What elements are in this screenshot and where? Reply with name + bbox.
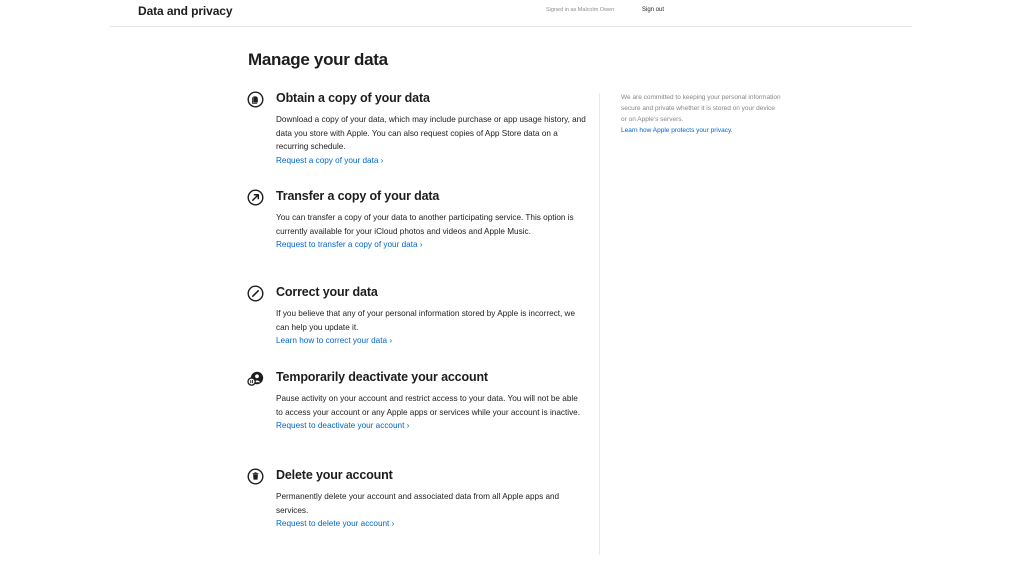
signed-in-text: Signed in as Malcolm Owen [546,7,615,13]
section-description: Download a copy of your data, which may include purchase or app usage history, and data you store with Apple. You can also request copies of App Store data on a recurring schedule. [276,115,586,151]
aside-text: We are committed to keeping your personal information secure and private whether it is stored on your device or on Apple's servers. [621,94,781,123]
section-heading: Obtain a copy of your data [276,91,430,105]
privacy-protection-link[interactable]: Learn how Apple protects your privacy. [621,127,733,134]
section-heading: Transfer a copy of your data [276,189,440,203]
section-heading: Correct your data [276,285,378,299]
sign-out-button[interactable]: Sign out [642,7,665,13]
document-copy-icon [247,91,264,108]
correct-data-link[interactable]: Learn how to correct your data › [276,336,393,345]
column-divider [599,93,600,555]
delete-account-link[interactable]: Request to delete your account › [276,519,395,528]
person-pause-icon [247,370,264,387]
section-description: If you believe that any of your personal information stored by Apple is incorrect, we can help you update it. [276,309,576,332]
pencil-circle-icon [247,285,264,302]
section-description: Pause activity on your account and restrict access to your data. You will not be able to access your account or any Apple apps or services while your account is inactive. [276,394,581,417]
section-description: Permanently delete your account and associated data from all Apple apps and services. [276,492,560,515]
section-heading: Temporarily deactivate your account [276,370,488,384]
page-title: Manage your data [248,50,388,69]
request-transfer-link[interactable]: Request to transfer a copy of your data › [276,240,423,249]
privacy-aside [621,92,781,136]
trash-icon [247,468,264,485]
section-heading: Delete your account [276,468,393,482]
deactivate-account-link[interactable]: Request to deactivate your account › [276,421,410,430]
arrow-up-right-icon [247,189,264,206]
request-copy-link[interactable]: Request a copy of your data › [276,155,384,165]
section-description: You can transfer a copy of your data to another participating service. This option is currently available for your iCloud photos and videos and Apple Music. [276,213,574,236]
header-title: Data and privacy [138,4,233,18]
